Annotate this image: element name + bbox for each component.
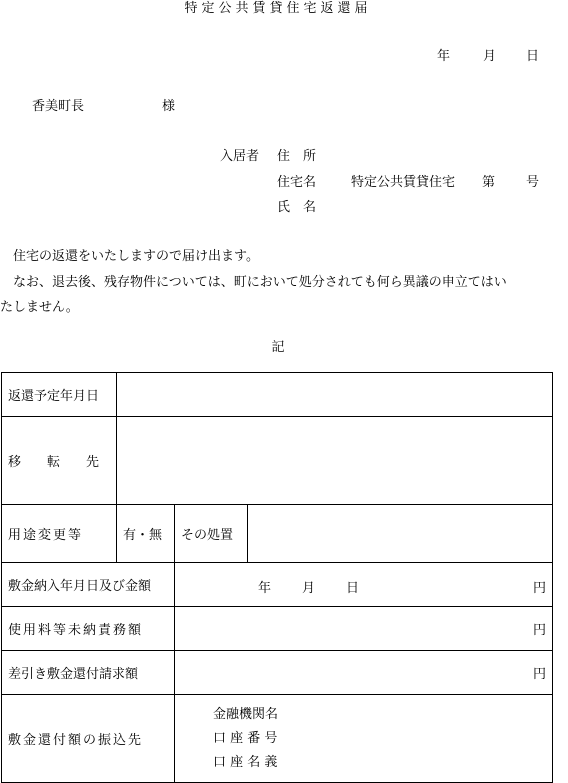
bank-name-label: 金融機関名	[213, 706, 279, 722]
refund-yen: 円	[532, 667, 546, 682]
transfer-label: 敷金還付額の振込先	[2, 695, 175, 783]
house-dai: 第	[482, 175, 496, 190]
house-label: 住宅名	[277, 175, 317, 190]
account-number-label: 口 座 番 号	[213, 730, 278, 746]
deposit-month: 月	[302, 581, 316, 596]
disposal-field[interactable]	[248, 505, 553, 563]
deposit-field[interactable]	[175, 563, 553, 607]
row-usage-change	[2, 505, 553, 563]
deposit-label: 敷金納入年月日及び金額	[2, 563, 175, 607]
usage-change-label: 用途変更等	[2, 505, 117, 563]
account-holder-label: 口 座 名 義	[213, 754, 278, 770]
unpaid-field[interactable]	[175, 607, 553, 651]
addressee-name: 香美町長	[32, 99, 85, 114]
house-go: 号	[526, 175, 540, 190]
row-unpaid	[2, 607, 553, 651]
ki-heading: 記	[271, 340, 285, 355]
disposal-label: その処置	[175, 505, 248, 563]
transfer-field[interactable]	[175, 695, 553, 783]
body-line-3: たしません。	[0, 300, 79, 315]
return-date-field[interactable]	[117, 373, 553, 417]
body-line-1: 住宅の返還をいたしますので届け出ます。	[0, 249, 259, 264]
date-year-label: 年	[437, 49, 451, 64]
date-month-label: 月	[483, 49, 497, 64]
new-address-field[interactable]	[117, 417, 553, 505]
document-title: 特定公共賃貸住宅返還届	[184, 1, 372, 16]
unpaid-yen: 円	[532, 623, 546, 638]
refund-request-label: 差引き敷金還付請求額	[2, 651, 175, 695]
address-label: 住 所	[277, 149, 317, 164]
deposit-day: 日	[346, 581, 360, 596]
name-label: 氏 名	[277, 200, 317, 215]
deposit-year: 年	[258, 581, 272, 596]
unpaid-label: 使用料等未納責務額	[2, 607, 175, 651]
body-line-2: なお、退去後、残存物件については、町において処分されても何ら異議の申立てはい	[0, 275, 507, 290]
usage-change-value[interactable]: 有・無	[117, 505, 175, 563]
row-transfer	[2, 695, 553, 783]
applicant-prefix: 入居者	[220, 149, 260, 164]
row-deposit	[2, 563, 553, 607]
row-refund-request	[2, 651, 553, 695]
deposit-yen: 円	[532, 581, 546, 596]
house-value: 特定公共賃貸住宅	[351, 175, 456, 190]
return-form-table	[1, 372, 553, 783]
return-date-label: 返還予定年月日	[2, 373, 117, 417]
row-new-address	[2, 417, 553, 505]
date-day-label: 日	[526, 49, 540, 64]
new-address-label: 移 転 先	[2, 417, 117, 505]
addressee-honorific: 様	[162, 99, 176, 114]
refund-request-field[interactable]	[175, 651, 553, 695]
row-return-date	[2, 373, 553, 417]
